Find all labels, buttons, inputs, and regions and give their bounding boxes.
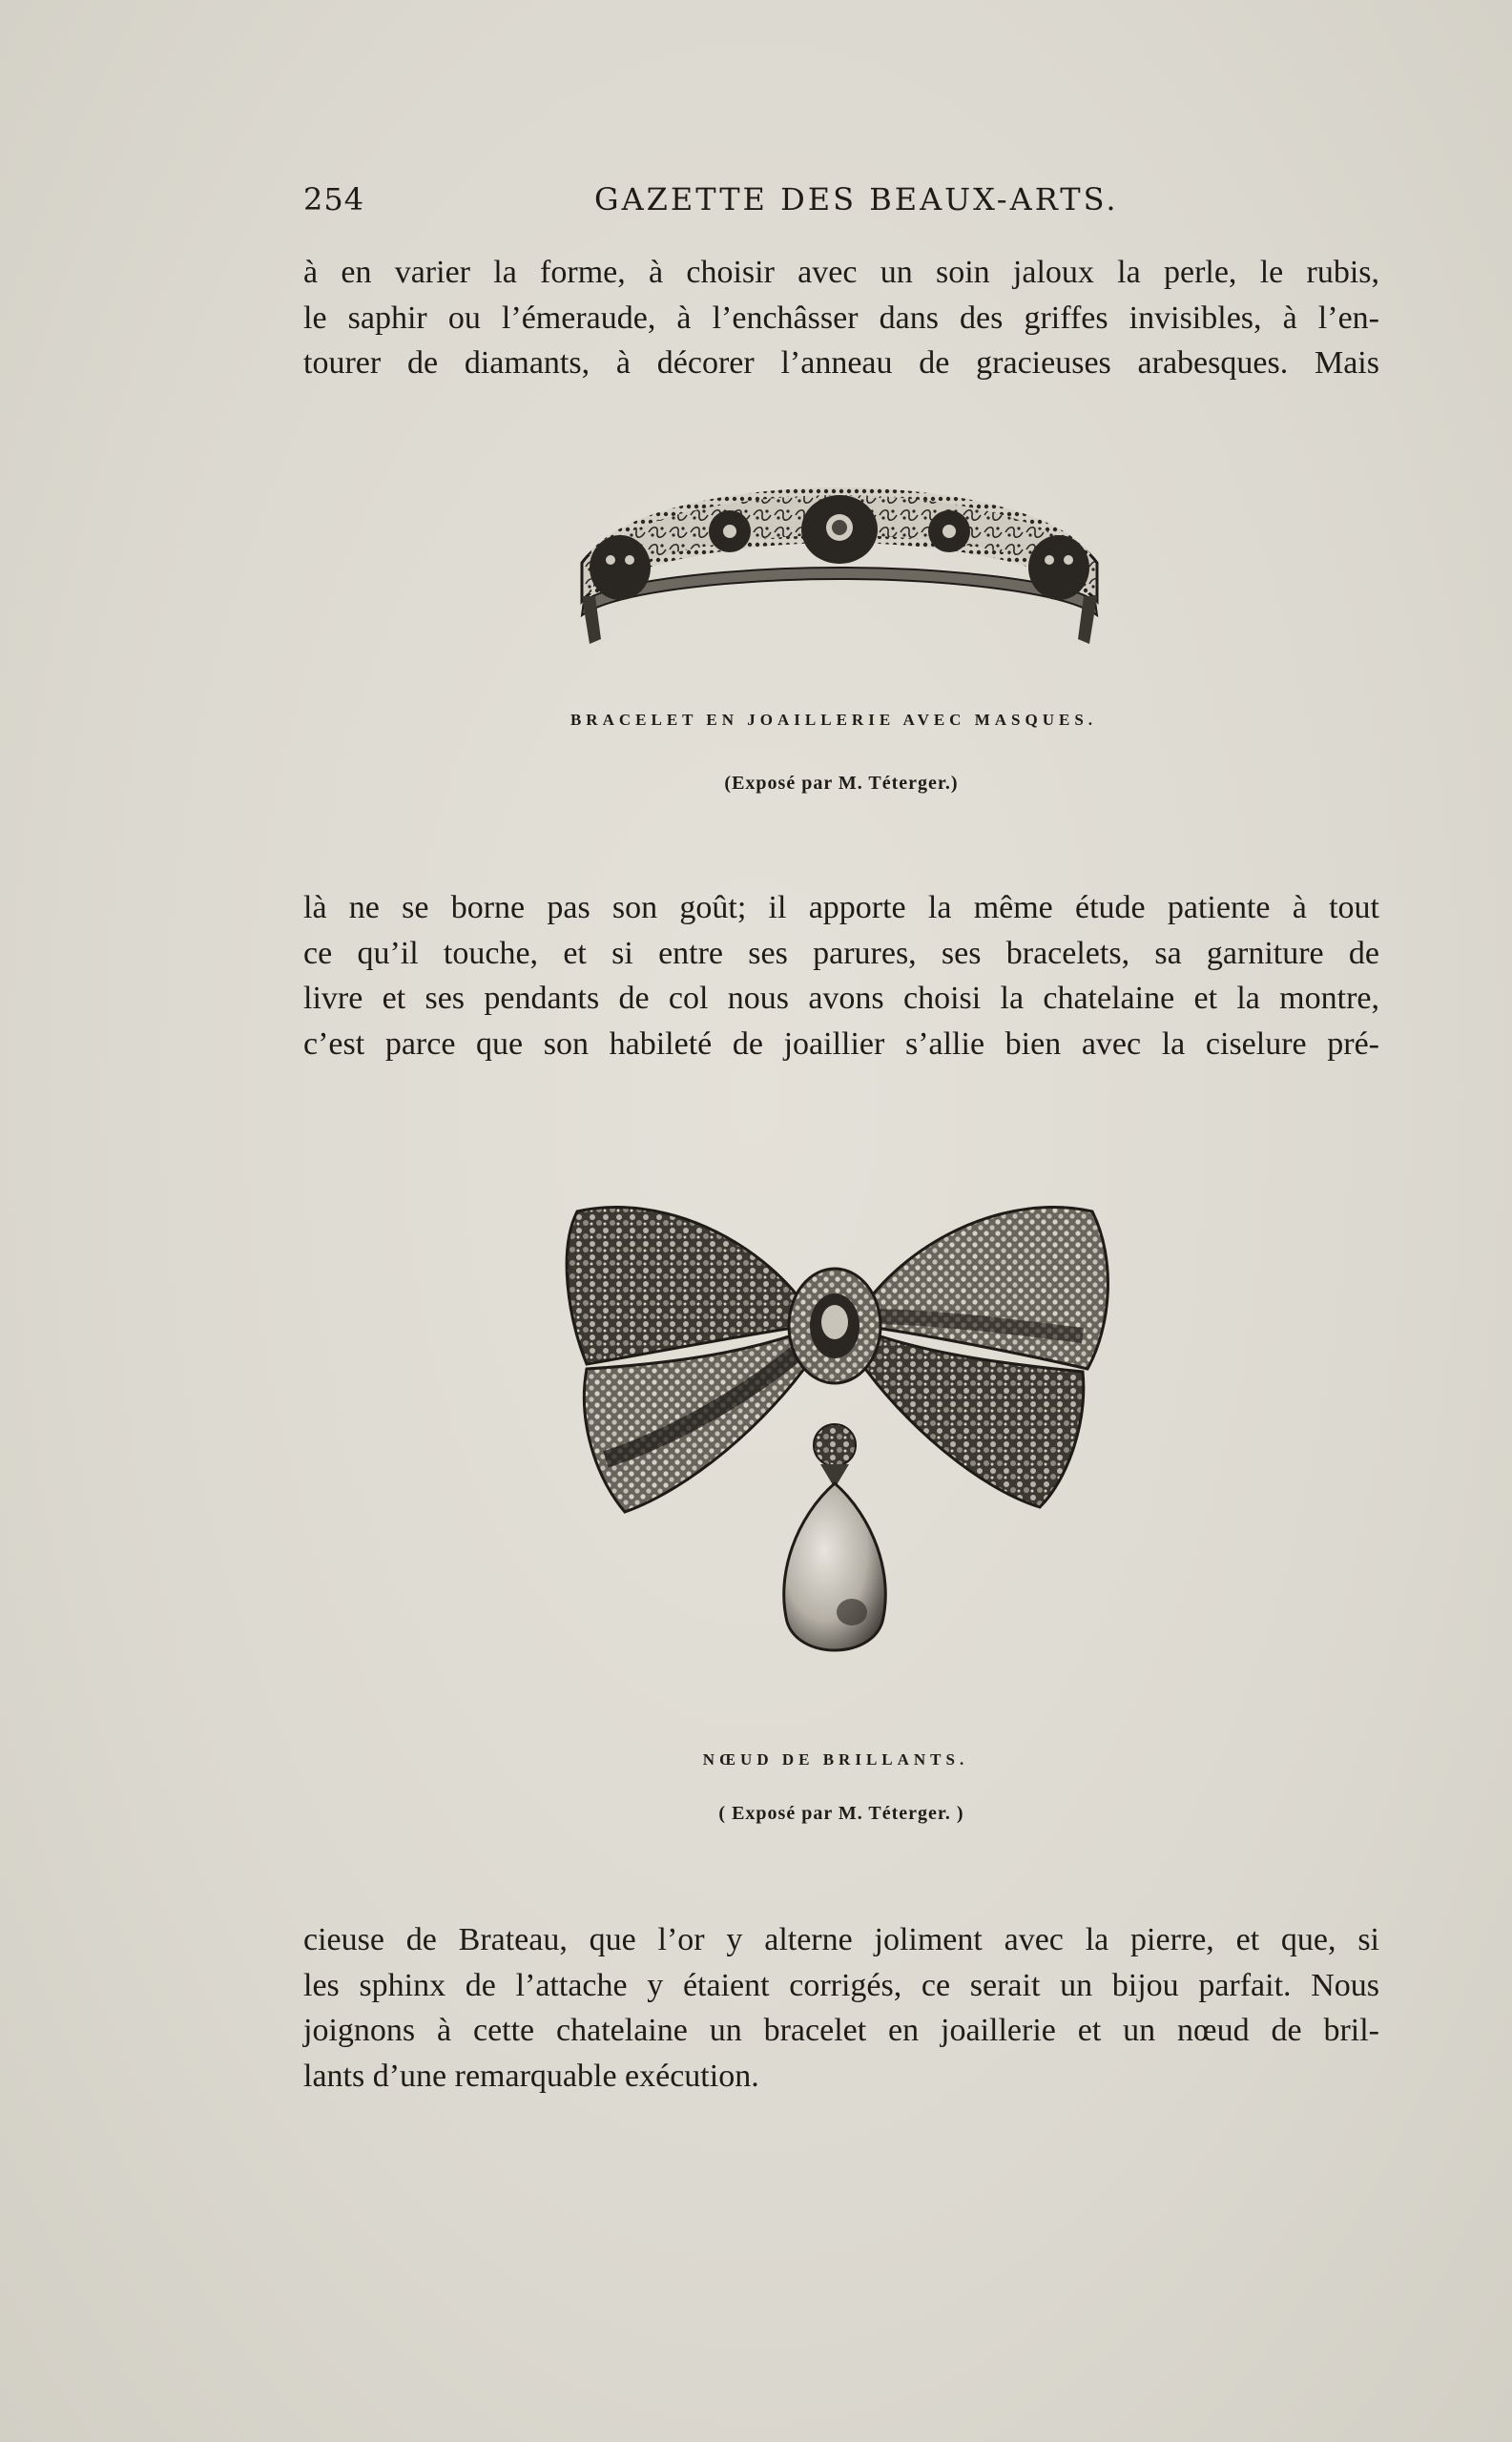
text-line: le saphir ou l’émeraude, à l’enchâsser dans des griffes invisibles, à l’en- [303, 300, 1379, 336]
figure-caption-credit: (Exposé par M. Téterger.) [724, 773, 959, 794]
figure-caption-credit: ( Exposé par M. Téterger. ) [718, 1803, 964, 1824]
page-header [303, 181, 1381, 229]
text-line: tourer de diamants, à décorer l’anneau de gracieuses arabesques. Mais [303, 345, 1379, 381]
text-line: joignons à cette chatelaine un bracelet en joaillerie et un nœud de bril- [303, 2013, 1379, 2048]
text-line: ce qu’il touche, et si entre ses parures, ses bracelets, sa garniture de [303, 935, 1379, 971]
bracelet-illustration [563, 472, 1116, 658]
page-number: 254 [303, 181, 365, 217]
paragraph-1 [303, 250, 1379, 386]
figure-caption-title: BRACELET EN JOAILLERIE AVEC MASQUES. [570, 711, 1098, 729]
text-line: c’est parce que son habileté de joaillier s’allie bien avec la ciselure pré- [303, 1025, 1379, 1062]
text-line: là ne se borne pas son goût; il apporte la même étude patiente à tout [303, 890, 1379, 925]
text-line: les sphinx de l’attache y étaient corrigés, ce serait un bijou parfait. Nous [303, 1967, 1379, 2003]
text-line: à en varier la forme, à choisir avec un soin jaloux la perle, le rubis, [303, 255, 1379, 290]
text-line: livre et ses pendants de col nous avons choisi la chatelaine et la montre, [303, 981, 1379, 1016]
text-line: cieuse de Brateau, que l’or y alterne joliment avec la pierre, et que, si [303, 1922, 1379, 1957]
bow-brooch-illustration [549, 1173, 1121, 1698]
running-title: GAZETTE DES BEAUX-ARTS. [594, 181, 1119, 217]
paragraph-2 [303, 885, 1379, 1066]
text-line: lants d’une remarquable exécution. [303, 2058, 759, 2094]
figure-caption-title: NŒUD DE BRILLANTS. [702, 1750, 969, 1769]
paragraph-3 [303, 1917, 1379, 2099]
